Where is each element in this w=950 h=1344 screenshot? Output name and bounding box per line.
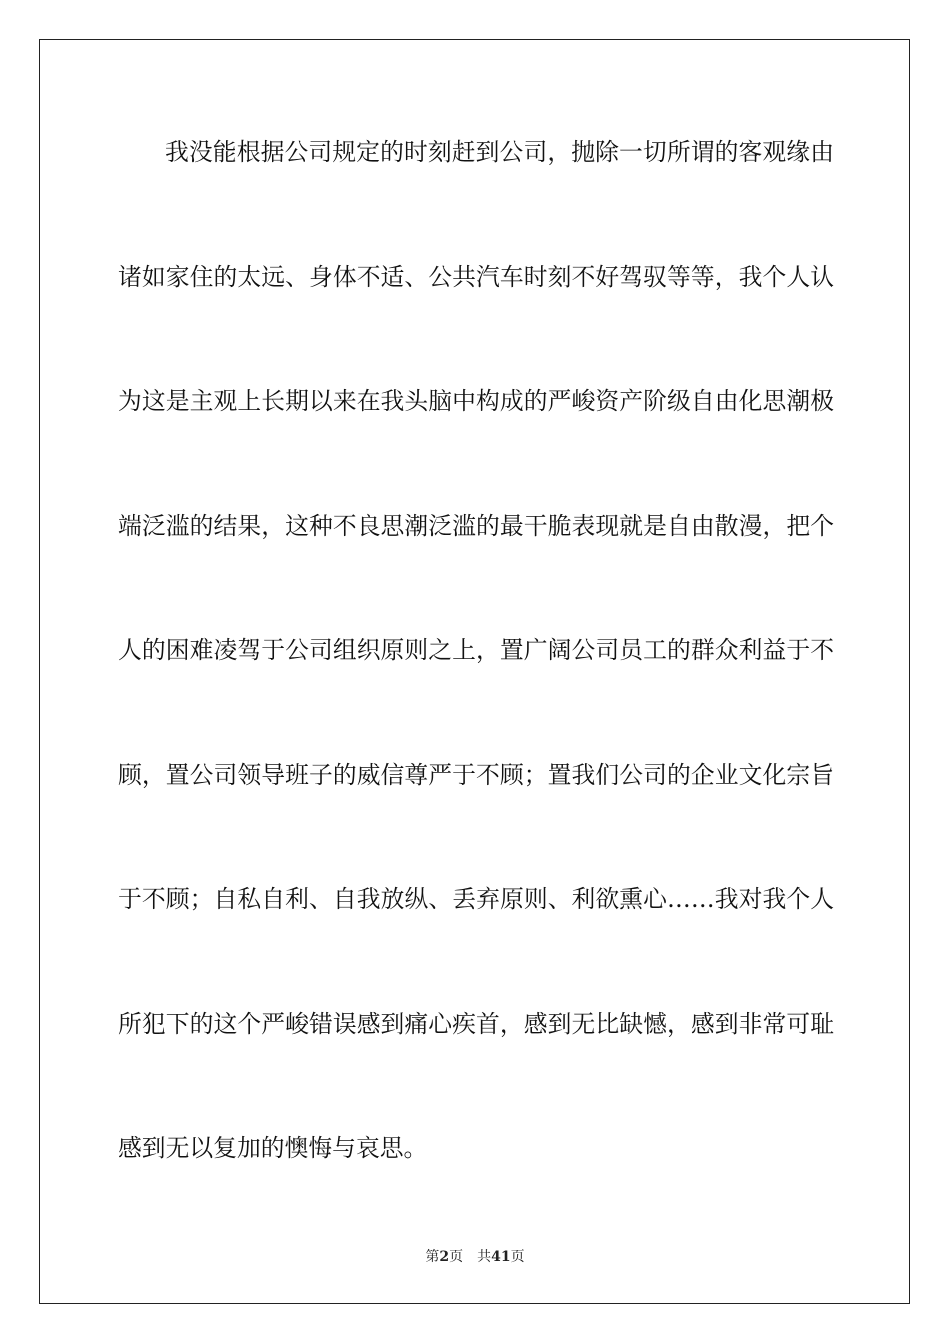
total-page-count: 41: [491, 1249, 511, 1265]
text-line: 端泛滥的结果，这种不良思潮泛滥的最干脆表现就是自由散漫，把个: [118, 511, 834, 540]
footer-total-prefix: 共: [477, 1249, 492, 1265]
footer-page-suffix: 页: [449, 1249, 464, 1265]
text-line: 于不顾；自私自利、自我放纵、丢弃原则、利欲熏心……我对我个人: [118, 885, 834, 913]
footer-prefix: 第: [425, 1249, 440, 1265]
page-footer: [0, 1247, 950, 1267]
text-line: 感到无以复加的懊悔与哀思。: [118, 1134, 428, 1162]
text-line: 诸如家住的太远、身体不适、公共汽车时刻不好驾驭等等，我个人认: [118, 262, 834, 291]
text-line: 为这是主观上长期以来在我头脑中构成的严峻资产阶级自由化思潮极: [118, 387, 834, 415]
current-page-number: 2: [439, 1249, 450, 1265]
text-line: 我没能根据公司规定的时刻赶到公司，抛除一切所谓的客观缘由: [165, 138, 834, 166]
text-line: 顾，置公司领导班子的威信尊严于不顾；置我们公司的企业文化宗旨: [118, 760, 834, 789]
text-line: 人的困难凌驾于公司组织原则之上，置广阔公司员工的群众利益于不: [118, 636, 834, 664]
document-body: [118, 127, 834, 1248]
text-line: 所犯下的这个严峻错误感到痛心疾首，感到无比缺憾，感到非常可耻: [118, 1009, 834, 1038]
footer-total-suffix: 页: [510, 1249, 525, 1265]
